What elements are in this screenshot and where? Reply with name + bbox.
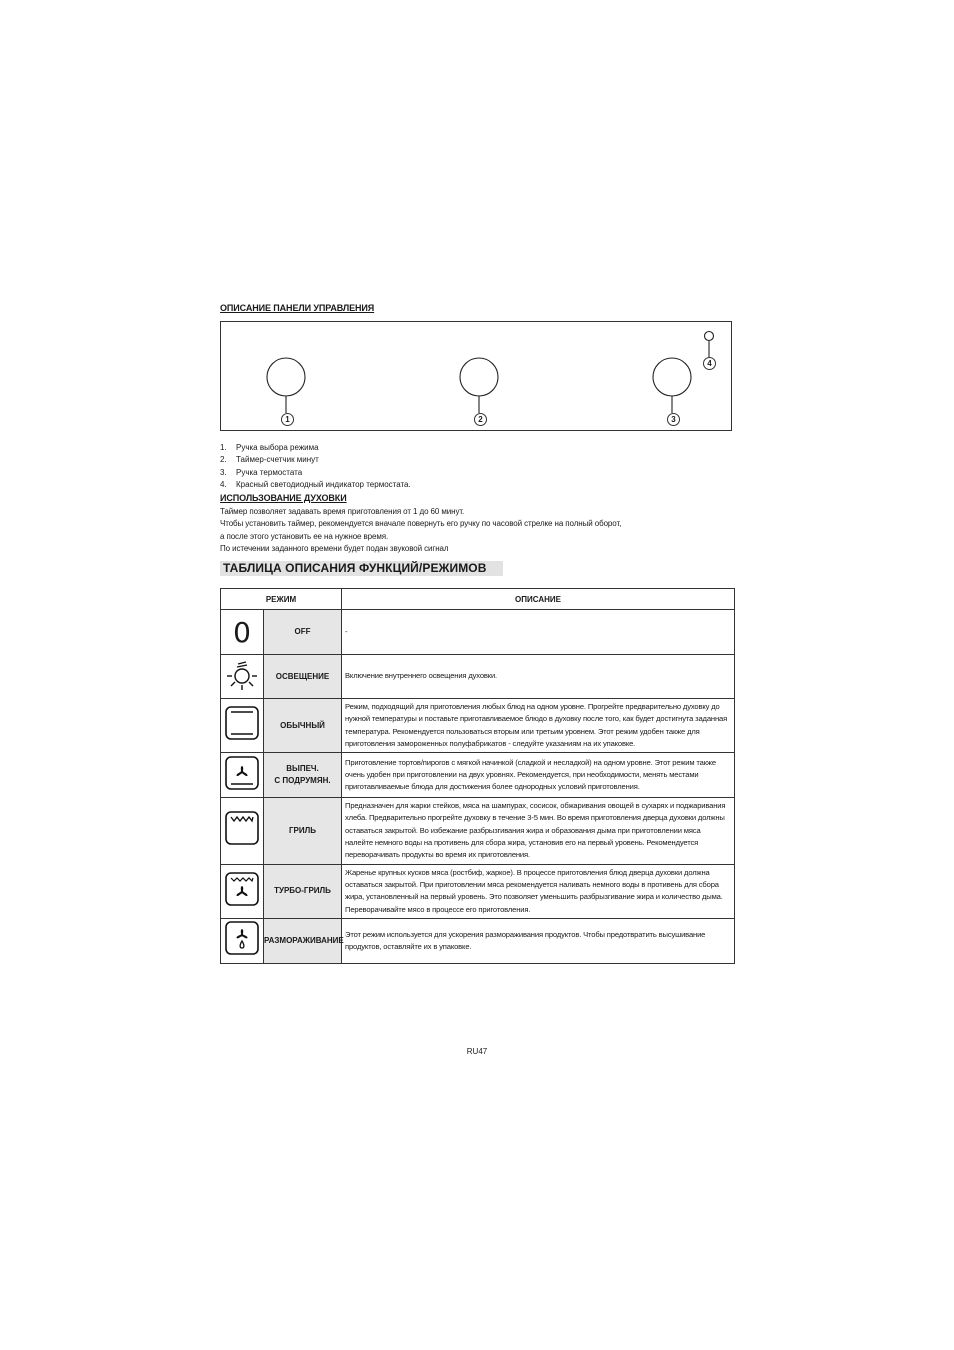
- legend-item: 1. Ручка выбора режима: [220, 443, 319, 452]
- callout-1: 1: [281, 413, 294, 426]
- usage-line: Таймер позволяет задавать время приготовления от 1 до 60 минут.: [220, 507, 465, 516]
- grill-icon: [221, 798, 264, 864]
- legend-item: 3. Ручка термостата: [220, 467, 303, 477]
- mode-description: Жаренье крупных кусков мяса (ростбиф, жаркое). В процессе приготовления блюд дверца духовки должна оставаться закрытой. При приготовлении мяса рекомендуется наливать немного воды в противень для сбора жира, установленный на первый уровень. Это позволяет уменьшить разбрызгивание жира и количество дыма. Переворачивайте мясо в процессе его приготовления.: [342, 864, 735, 918]
- conventional-oven-icon: [221, 699, 264, 753]
- table-row: [221, 699, 735, 753]
- defrost-icon: [221, 918, 264, 963]
- mode-knob: [267, 358, 305, 396]
- callout-3: 3: [667, 413, 680, 426]
- panel-heading: ОПИСАНИЕ ПАНЕЛИ УПРАВЛЕНИЯ: [220, 303, 375, 313]
- zero-icon: 0: [221, 610, 264, 655]
- page-number: RU47: [466, 1047, 488, 1056]
- mode-name: OFF: [264, 610, 342, 655]
- mode-name: ОСВЕЩЕНИЕ: [264, 655, 342, 699]
- table-row: [221, 864, 735, 918]
- mode-description: Режим, подходящий для приготовления любых блюд на одном уровне. Прогрейте предварительно духовку до нужной температуры и поставьте приготавливаемое блюдо в духовку после того, как будет достигнута заданная температура. Рекомендуется пользоваться вторым или третьим уровнем. Этот режим удобен также для приготовления замороженных полуфабрикатов - следуйте указаниям на их упаковке.: [342, 699, 735, 753]
- usage-line: По истечении заданного времени будет подан звуковой сигнал: [220, 544, 449, 554]
- mode-name: ВЫПЕЧ. С ПОДРУМЯН.: [264, 753, 342, 798]
- table-row: [221, 753, 735, 798]
- mode-name: ТУРБО-ГРИЛЬ: [264, 864, 342, 918]
- table-row: [221, 610, 735, 655]
- legend-list: [220, 442, 411, 491]
- callout-2: 2: [474, 413, 487, 426]
- modes-table: [220, 588, 735, 964]
- table-row: [221, 918, 735, 963]
- mode-description: Включение внутреннего освещения духовки.: [342, 655, 735, 699]
- turbo-grill-icon: [221, 864, 264, 918]
- usage-line: а после этого установить ее на нужное время.: [220, 531, 389, 541]
- thermostat-knob: [653, 358, 691, 396]
- mode-name: ГРИЛЬ: [264, 798, 342, 864]
- control-panel-diagram: [220, 321, 732, 431]
- mode-name: РАЗМОРАЖИВАНИЕ: [264, 918, 342, 963]
- mode-description: Предназначен для жарки стейков, мяса на шампурах, сосисок, обжаривания овощей в сухарях и поджаривания хлеба. Предварительно прогрейте духовку в течение 3-5 мин. Во время приготовления дверца духовки должны оставаться закрытой. Во избежание разбрызгивания жира и образования дыма при приготовлении мяса налейте немного воды на противень для сбора жира, установив его на первый уровень. Рекомендуется переворачивать продукты во время их приготовления.: [342, 798, 735, 864]
- legend-item: 4. Красный светодиодный индикатор термостата.: [220, 479, 411, 489]
- usage-line: Чтобы установить таймер, рекомендуется вначале повернуть его ручку по часовой стрелке на полный оборот,: [220, 519, 622, 529]
- mode-name: ОБЫЧНЫЙ: [264, 699, 342, 753]
- usage-heading: ИСПОЛЬЗОВАНИЕ ДУХОВКИ: [220, 493, 347, 503]
- fan-bottom-heat-icon: [221, 753, 264, 798]
- table-row: [221, 655, 735, 699]
- thermostat-led-icon: [705, 332, 714, 341]
- col-desc-header: ОПИСАНИЕ: [342, 589, 735, 610]
- lamp-icon: [221, 655, 264, 699]
- table-title: ТАБЛИЦА ОПИСАНИЯ ФУНКЦИЙ/РЕЖИМОВ: [220, 561, 503, 576]
- table-row: [221, 798, 735, 864]
- mode-description: Приготовление тортов/пирогов с мягкой начинкой (сладкой и несладкой) на одном уровне. Этот режим также очень удобен при приготовлении на двух уровнях. Рекомендуется, при необходимости, менять местами приготавливаемые блюда для достижения более однородных условий приготовления.: [342, 753, 735, 798]
- table-header-row: [221, 589, 735, 610]
- callout-4: 4: [703, 357, 716, 370]
- col-mode-header: РЕЖИМ: [221, 589, 342, 610]
- timer-knob: [460, 358, 498, 396]
- mode-description: Этот режим используется для ускорения размораживания продуктов. Чтобы предотвратить высушивание продуктов, оставляйте их в упаковке.: [342, 918, 735, 963]
- mode-description: -: [342, 610, 735, 655]
- legend-item: 2. Таймер-счетчик минут: [220, 455, 319, 465]
- usage-text: [220, 506, 621, 556]
